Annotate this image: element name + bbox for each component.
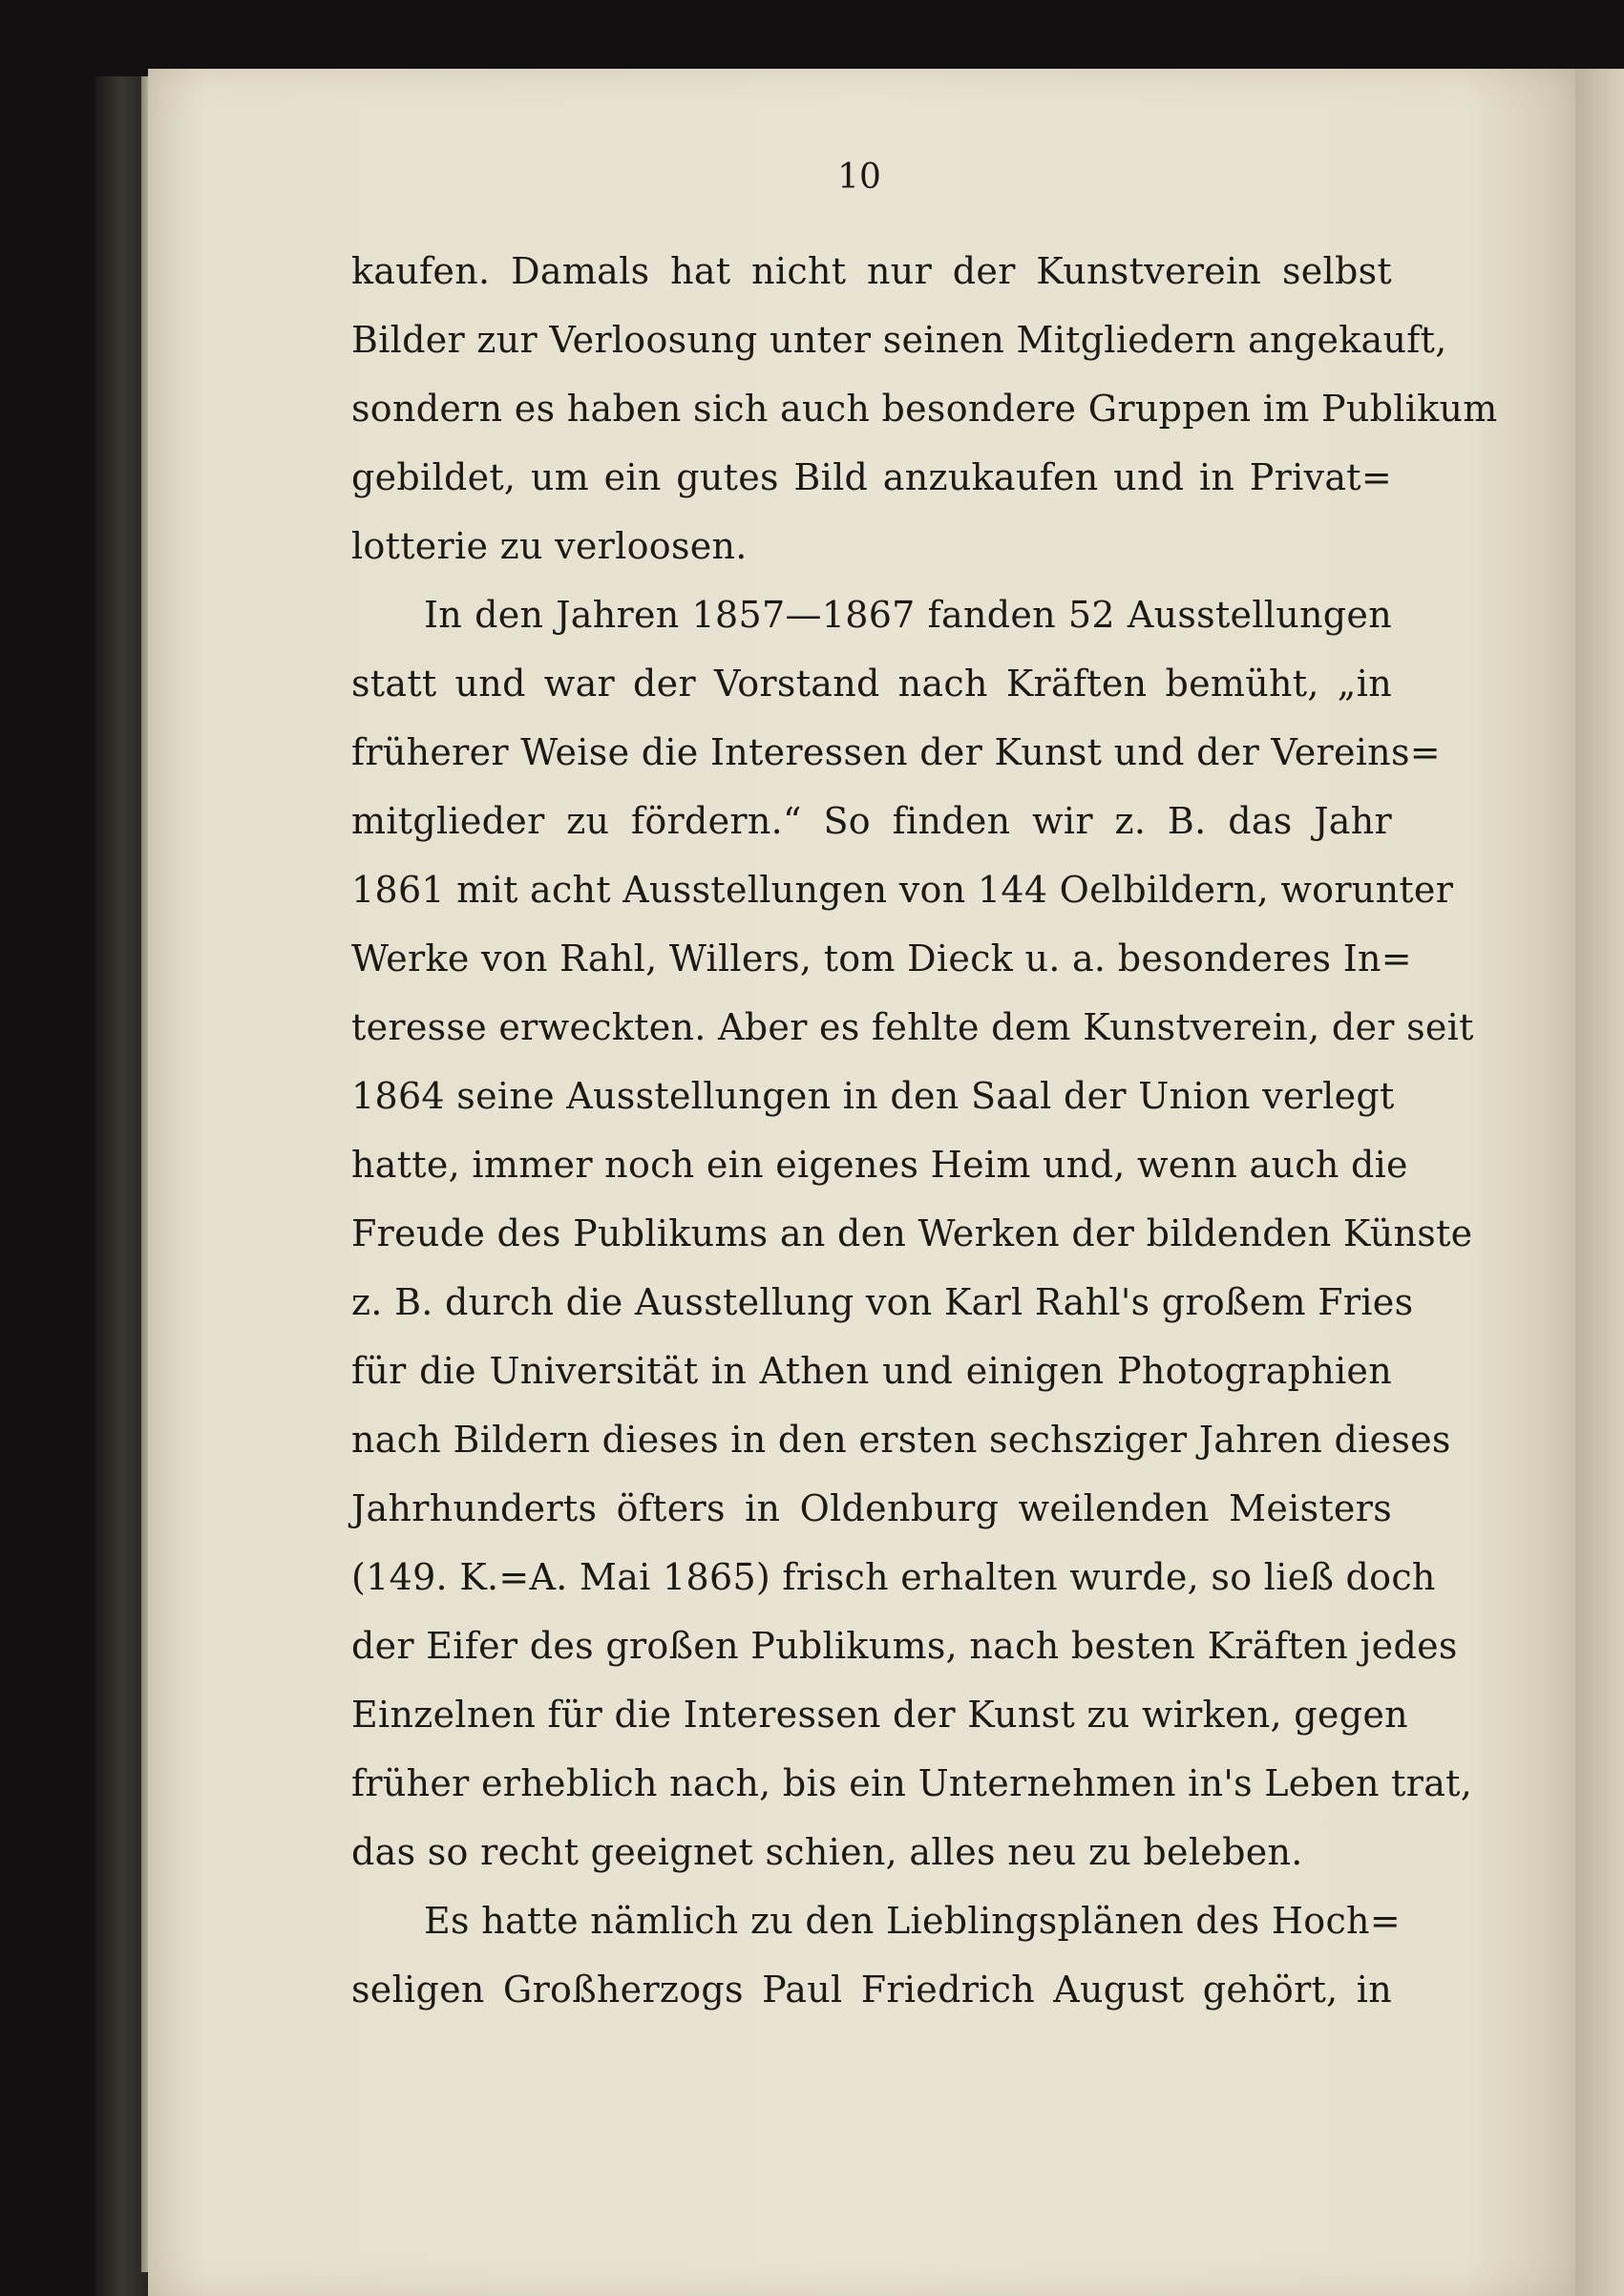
text-line: Einzelnen für die Interessen der Kunst zu wirken, gegen (351, 1694, 1408, 1736)
text-line: früher erheblich nach, bis ein Unternehmen in's Leben trat, (351, 1762, 1473, 1804)
text-line: teresse erweckten. Aber es fehlte dem Kunstverein, der seit (351, 1006, 1474, 1048)
body-text (351, 237, 1498, 2024)
text-line: seligen Großherzogs Paul Friedrich August gehört, in (351, 1969, 1392, 2011)
text-line: Bilder zur Verloosung unter seinen Mitgliedern angekauft, (351, 319, 1447, 361)
text-line: (149. K.=A. Mai 1865) frisch erhalten wurde, so ließ doch (351, 1556, 1436, 1598)
next-page-edge (1575, 69, 1624, 2296)
text-line: z. B. durch die Ausstellung von Karl Rahl's großem Fries (351, 1281, 1414, 1323)
text-line: der Eifer des großen Publikums, nach besten Kräften jedes (351, 1625, 1458, 1667)
text-line: das so recht geeignet schien, alles neu zu beleben. (351, 1831, 1303, 1873)
text-line: Es hatte nämlich zu den Lieblingsplänen des Hoch= (424, 1900, 1401, 1942)
text-line: kaufen. Damals hat nicht nur der Kunstverein selbst (351, 250, 1392, 292)
text-line: In den Jahren 1857—1867 fanden 52 Ausstellungen (424, 594, 1392, 636)
text-line: Freude des Publikums an den Werken der bildenden Künste (351, 1212, 1473, 1254)
page-number: 10 (837, 158, 881, 197)
text-line: Werke von Rahl, Willers, tom Dieck u. a. besonderes In= (351, 937, 1412, 979)
text-line: mitglieder zu fördern.“ So finden wir z. B. das Jahr (351, 800, 1392, 842)
text-line: statt und war der Vorstand nach Kräften bemüht, „in (351, 663, 1392, 705)
text-line: 1864 seine Ausstellungen in den Saal der Union verlegt (351, 1075, 1395, 1117)
text-line: 1861 mit acht Ausstellungen von 144 Oelbildern, worunter (351, 869, 1454, 911)
text-line: Jahrhunderts öfters in Oldenburg weilenden Meisters (351, 1487, 1392, 1529)
text-line: nach Bildern dieses in den ersten sechsziger Jahren dieses (351, 1419, 1451, 1461)
text-line: gebildet, um ein gutes Bild anzukaufen und in Privat= (351, 456, 1392, 498)
text-line: hatte, immer noch ein eigenes Heim und, wenn auch die (351, 1144, 1408, 1186)
text-line: sondern es haben sich auch besondere Gruppen im Publikum (351, 388, 1498, 430)
text-line: lotterie zu verloosen. (351, 525, 748, 567)
text-line: früherer Weise die Interessen der Kunst und der Vereins= (351, 731, 1441, 773)
text-line: für die Universität in Athen und einigen Photographien (351, 1350, 1392, 1392)
